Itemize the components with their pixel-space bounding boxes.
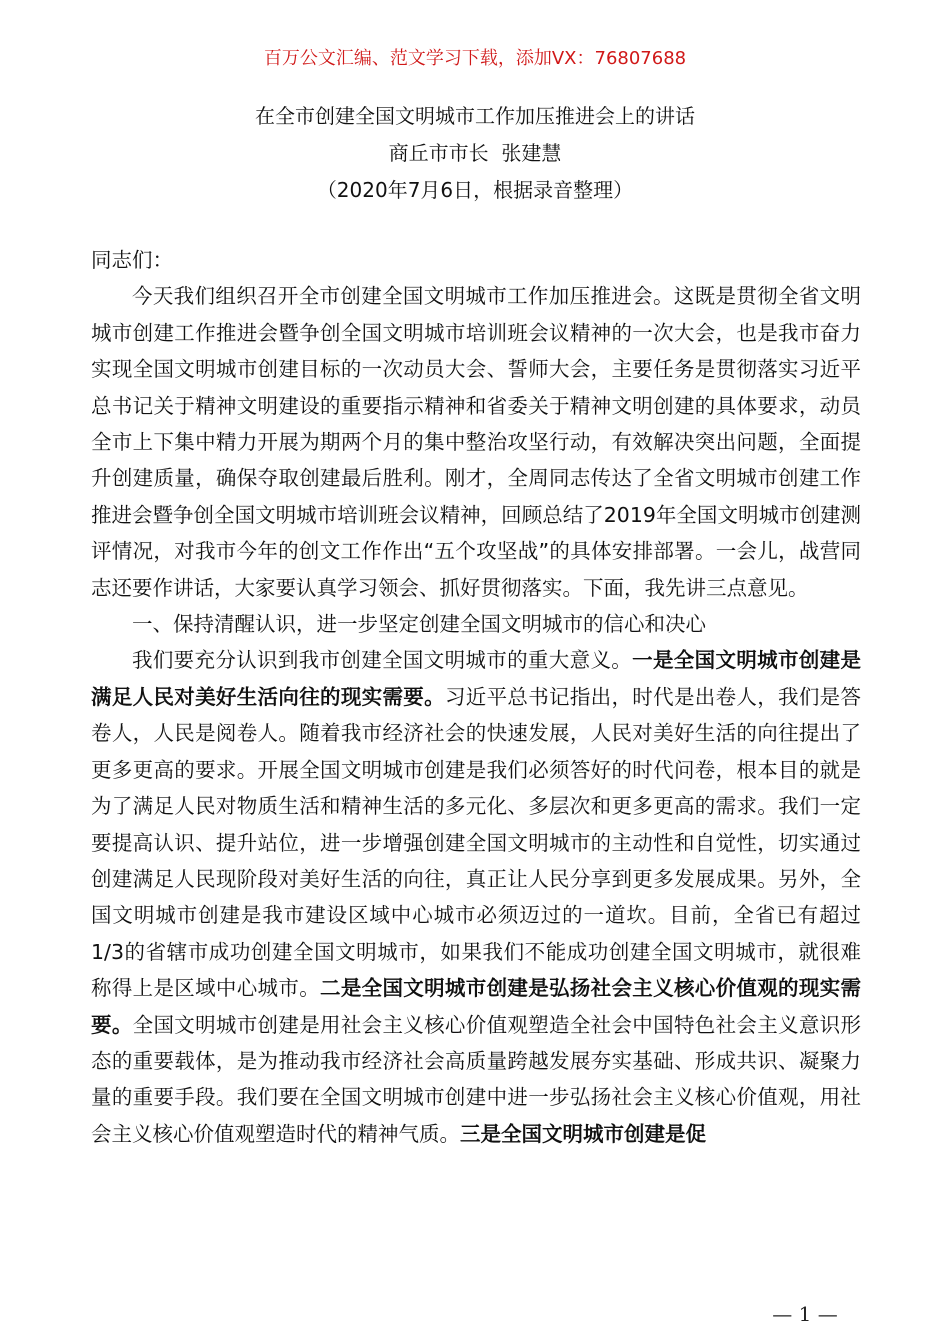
greeting: 同志们： <box>91 248 173 272</box>
point-two-bold: 二是全国文明城市创建是弘扬社会主义核心价值观的现实需要。 <box>91 976 862 1037</box>
paragraph-significance <box>91 642 861 1152</box>
body-text <box>91 242 861 1152</box>
point-one-bold: 一是全国文明城市创建是满足人民对美好生活向往的现实需要。 <box>91 648 862 709</box>
point-two-text: 全国文明城市创建是用社会主义核心价值观塑造全社会中国特色社会主义意识形态的重要载体，是为推动我市经济社会高质量跨越发展夯实基础、形成共识、凝聚力量的重要手段。我们要在全国文明城市创建中进一步弘扬社会主义核心价值观，用社会主义核心价值观塑造时代的精神气质。 <box>91 1012 861 1146</box>
date-note: （2020年7月6日，根据录音整理） <box>316 178 634 202</box>
speaker-line: 商丘市市长 张建慧 <box>388 141 562 165</box>
title-block <box>0 98 950 209</box>
point-three-bold: 三是全国文明城市创建是促 <box>460 1121 706 1146</box>
para-lead: 我们要充分认识到我市创建全国文明城市的重大意义。 <box>132 648 633 673</box>
point-one-text: 习近平总书记指出，时代是出卷人，我们是答卷人，人民是阅卷人。随着我市经济社会的快速发展，人民对美好生活的向往提出了更多更高的要求。开展全国文明城市创建是我们必须答好的时代问卷，根本目的就是为了满足人民对物质生活和精神生活的多元化、多层次和更多更高的需求。我们一定要提高认识、提升站位，进一步增强创建全国文明城市的主动性和自觉性，切实通过创建满足人民现阶段对美好生活的向往，真正让人民分享到更多发展成果。另外，全国文明城市创建是我市建设区域中心城市必须迈过的一道坎。目前，全省已有超过1/3的省辖市成功创建全国文明城市，如果我们不能成功创建全国文明城市，就很难称得上是区域中心城市。 <box>91 684 862 1001</box>
page-number: — 1 — <box>772 1302 838 1326</box>
speech-title: 在全市创建全国文明城市工作加压推进会上的讲话 <box>255 104 695 128</box>
section-heading-1: 一、保持清醒认识，进一步坚定创建全国文明城市的信心和决心 <box>132 612 706 637</box>
watermark-banner: 百万公文汇编、范文学习下载，添加VX：76807688 <box>263 48 687 69</box>
paragraph-intro: 今天我们组织召开全市创建全国文明城市工作加压推进会。这既是贯彻全省文明城市创建工作推进会暨争创全国文明城市培训班会议精神的一次大会，也是我市奋力实现全国文明城市创建目标的一次动员大会、誓师大会，主要任务是贯彻落实习近平总书记关于精神文明建设的重要指示精神和省委关于精神文明创建的具体要求，动员全市上下集中精力开展为期两个月的集中整治攻坚行动，有效解决突出问题，全面提升创建质量，确保夺取创建最后胜利。刚才，全周同志传达了全省文明城市创建工作推进会暨争创全国文明城市培训班会议精神，回顾总结了2019年全国文明城市创建测评情况，对我市今年的创文工作作出“五个攻坚战”的具体安排部署。一会儿，战营同志还要作讲话，大家要认真学习领会、抓好贯彻落实。下面，我先讲三点意见。 <box>91 284 861 600</box>
